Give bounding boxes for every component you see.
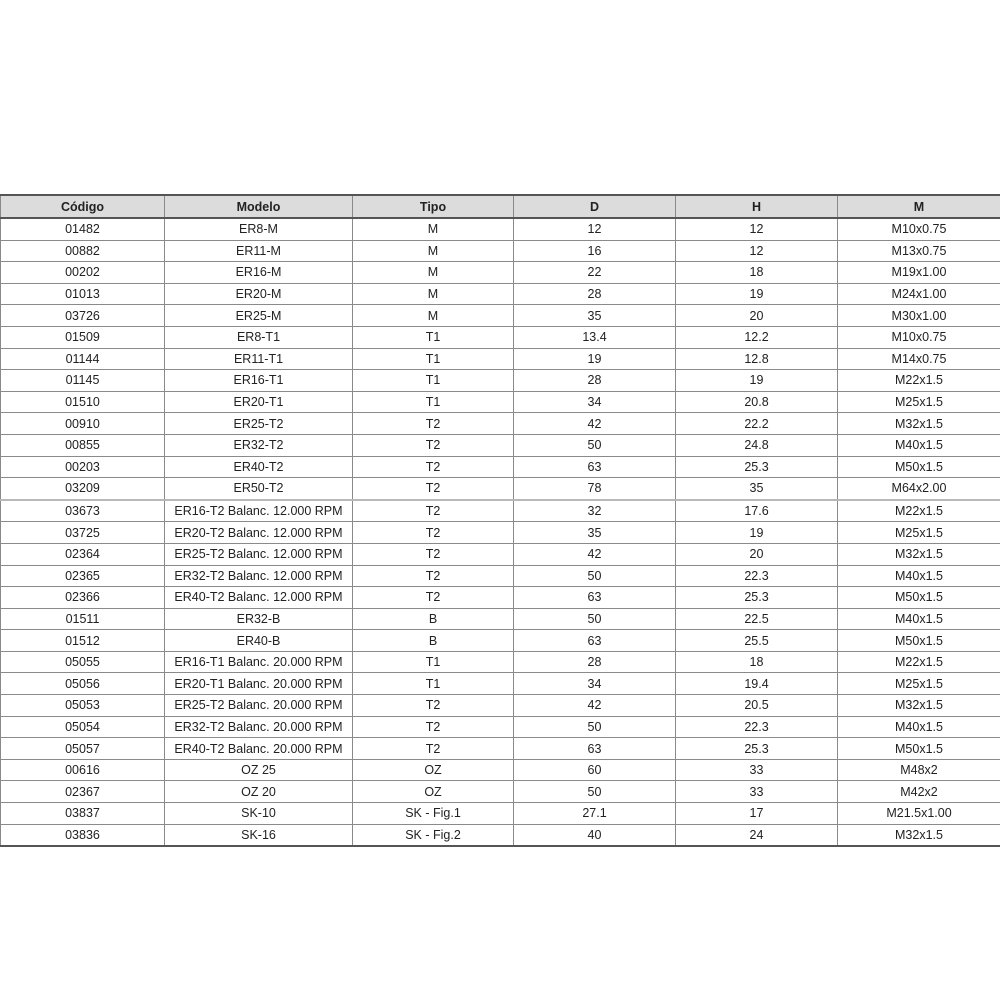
cell-m: M10x0.75 — [838, 218, 1000, 240]
cell-h: 12.8 — [676, 348, 838, 370]
table-row — [1, 391, 1000, 413]
table-row — [1, 262, 1000, 284]
cell-modelo: ER50-T2 — [165, 478, 353, 500]
table-row — [1, 543, 1000, 565]
cell-modelo: ER32-T2 Balanc. 20.000 RPM — [165, 716, 353, 738]
cell-m: M50x1.5 — [838, 456, 1000, 478]
cell-h: 22.3 — [676, 716, 838, 738]
table-row — [1, 305, 1000, 327]
cell-m: M48x2 — [838, 759, 1000, 781]
table-row — [1, 803, 1000, 825]
cell-m: M24x1.00 — [838, 283, 1000, 305]
cell-m: M19x1.00 — [838, 262, 1000, 284]
cell-m: M30x1.00 — [838, 305, 1000, 327]
table-row — [1, 240, 1000, 262]
spec-table — [0, 194, 1000, 847]
cell-d: 34 — [514, 673, 676, 695]
cell-tipo: T2 — [353, 738, 514, 760]
cell-codigo: 01145 — [1, 370, 165, 392]
cell-modelo: OZ 20 — [165, 781, 353, 803]
cell-m: M22x1.5 — [838, 500, 1000, 522]
cell-codigo: 01144 — [1, 348, 165, 370]
cell-modelo: SK-16 — [165, 824, 353, 846]
cell-m: M25x1.5 — [838, 391, 1000, 413]
table-row — [1, 651, 1000, 673]
cell-h: 20 — [676, 543, 838, 565]
cell-codigo: 03209 — [1, 478, 165, 500]
cell-tipo: T2 — [353, 695, 514, 717]
column-header-modelo: Modelo — [165, 195, 353, 218]
cell-modelo: ER20-T1 Balanc. 20.000 RPM — [165, 673, 353, 695]
cell-tipo: T2 — [353, 716, 514, 738]
cell-d: 42 — [514, 543, 676, 565]
table-row — [1, 370, 1000, 392]
cell-h: 33 — [676, 781, 838, 803]
column-header-m: M — [838, 195, 1000, 218]
cell-codigo: 01511 — [1, 608, 165, 630]
table-row — [1, 565, 1000, 587]
cell-codigo: 05054 — [1, 716, 165, 738]
cell-codigo: 02365 — [1, 565, 165, 587]
cell-d: 22 — [514, 262, 676, 284]
cell-modelo: OZ 25 — [165, 759, 353, 781]
cell-tipo: M — [353, 218, 514, 240]
cell-codigo: 05055 — [1, 651, 165, 673]
cell-h: 12.2 — [676, 326, 838, 348]
cell-d: 35 — [514, 522, 676, 544]
cell-h: 25.5 — [676, 630, 838, 652]
cell-tipo: T1 — [353, 651, 514, 673]
cell-codigo: 00616 — [1, 759, 165, 781]
table-row — [1, 608, 1000, 630]
cell-m: M14x0.75 — [838, 348, 1000, 370]
cell-modelo: ER11-M — [165, 240, 353, 262]
cell-modelo: ER40-T2 Balanc. 12.000 RPM — [165, 587, 353, 609]
cell-tipo: SK - Fig.1 — [353, 803, 514, 825]
cell-tipo: B — [353, 608, 514, 630]
cell-modelo: ER20-T1 — [165, 391, 353, 413]
cell-codigo: 01013 — [1, 283, 165, 305]
cell-m: M64x2.00 — [838, 478, 1000, 500]
cell-codigo: 01509 — [1, 326, 165, 348]
cell-m: M22x1.5 — [838, 651, 1000, 673]
cell-m: M50x1.5 — [838, 738, 1000, 760]
cell-modelo: ER32-T2 Balanc. 12.000 RPM — [165, 565, 353, 587]
header-row — [1, 195, 1000, 218]
cell-m: M32x1.5 — [838, 695, 1000, 717]
cell-tipo: T2 — [353, 500, 514, 522]
cell-codigo: 00910 — [1, 413, 165, 435]
cell-d: 19 — [514, 348, 676, 370]
cell-m: M40x1.5 — [838, 716, 1000, 738]
cell-modelo: ER25-M — [165, 305, 353, 327]
cell-modelo: ER16-T2 Balanc. 12.000 RPM — [165, 500, 353, 522]
cell-codigo: 02367 — [1, 781, 165, 803]
cell-modelo: ER40-T2 Balanc. 20.000 RPM — [165, 738, 353, 760]
cell-codigo: 00202 — [1, 262, 165, 284]
cell-codigo: 02366 — [1, 587, 165, 609]
cell-h: 35 — [676, 478, 838, 500]
cell-modelo: ER40-B — [165, 630, 353, 652]
table-row — [1, 759, 1000, 781]
cell-tipo: T2 — [353, 565, 514, 587]
cell-d: 50 — [514, 781, 676, 803]
cell-h: 12 — [676, 218, 838, 240]
cell-modelo: ER8-T1 — [165, 326, 353, 348]
cell-h: 19 — [676, 370, 838, 392]
cell-m: M50x1.5 — [838, 630, 1000, 652]
cell-codigo: 00203 — [1, 456, 165, 478]
cell-h: 19 — [676, 522, 838, 544]
cell-m: M42x2 — [838, 781, 1000, 803]
cell-codigo: 03837 — [1, 803, 165, 825]
table-body — [1, 218, 1000, 846]
cell-d: 78 — [514, 478, 676, 500]
table-row — [1, 348, 1000, 370]
table-header — [1, 195, 1000, 218]
cell-d: 40 — [514, 824, 676, 846]
cell-tipo: OZ — [353, 781, 514, 803]
cell-d: 63 — [514, 587, 676, 609]
cell-d: 16 — [514, 240, 676, 262]
column-header-h: H — [676, 195, 838, 218]
cell-modelo: ER16-M — [165, 262, 353, 284]
cell-codigo: 01482 — [1, 218, 165, 240]
table-row — [1, 587, 1000, 609]
cell-tipo: T2 — [353, 587, 514, 609]
table-row — [1, 434, 1000, 456]
cell-tipo: SK - Fig.2 — [353, 824, 514, 846]
cell-codigo: 01510 — [1, 391, 165, 413]
table-row — [1, 738, 1000, 760]
cell-d: 28 — [514, 651, 676, 673]
cell-modelo: ER16-T1 Balanc. 20.000 RPM — [165, 651, 353, 673]
cell-tipo: T2 — [353, 434, 514, 456]
column-header-d: D — [514, 195, 676, 218]
cell-d: 27.1 — [514, 803, 676, 825]
cell-m: M25x1.5 — [838, 522, 1000, 544]
cell-h: 19 — [676, 283, 838, 305]
cell-tipo: M — [353, 305, 514, 327]
cell-codigo: 00882 — [1, 240, 165, 262]
cell-d: 50 — [514, 608, 676, 630]
cell-tipo: T2 — [353, 413, 514, 435]
cell-d: 63 — [514, 738, 676, 760]
cell-d: 12 — [514, 218, 676, 240]
cell-modelo: ER32-T2 — [165, 434, 353, 456]
cell-h: 22.5 — [676, 608, 838, 630]
cell-d: 28 — [514, 283, 676, 305]
cell-codigo: 03836 — [1, 824, 165, 846]
cell-h: 17.6 — [676, 500, 838, 522]
cell-h: 24.8 — [676, 434, 838, 456]
cell-d: 34 — [514, 391, 676, 413]
cell-h: 25.3 — [676, 738, 838, 760]
cell-d: 63 — [514, 456, 676, 478]
cell-modelo: ER25-T2 Balanc. 12.000 RPM — [165, 543, 353, 565]
cell-m: M32x1.5 — [838, 543, 1000, 565]
cell-tipo: T2 — [353, 478, 514, 500]
cell-h: 25.3 — [676, 456, 838, 478]
cell-h: 20.8 — [676, 391, 838, 413]
cell-h: 20 — [676, 305, 838, 327]
table-row — [1, 781, 1000, 803]
cell-tipo: M — [353, 283, 514, 305]
table-row — [1, 456, 1000, 478]
table-row — [1, 522, 1000, 544]
cell-h: 25.3 — [676, 587, 838, 609]
cell-tipo: M — [353, 240, 514, 262]
cell-d: 28 — [514, 370, 676, 392]
cell-tipo: OZ — [353, 759, 514, 781]
cell-d: 50 — [514, 565, 676, 587]
cell-tipo: T1 — [353, 391, 514, 413]
cell-tipo: M — [353, 262, 514, 284]
cell-m: M50x1.5 — [838, 587, 1000, 609]
table-row — [1, 824, 1000, 846]
cell-codigo: 00855 — [1, 434, 165, 456]
cell-codigo: 05057 — [1, 738, 165, 760]
cell-codigo: 02364 — [1, 543, 165, 565]
cell-d: 50 — [514, 434, 676, 456]
cell-m: M40x1.5 — [838, 608, 1000, 630]
table-row — [1, 716, 1000, 738]
table-row — [1, 630, 1000, 652]
cell-modelo: ER32-B — [165, 608, 353, 630]
cell-h: 22.2 — [676, 413, 838, 435]
cell-modelo: ER25-T2 Balanc. 20.000 RPM — [165, 695, 353, 717]
cell-m: M22x1.5 — [838, 370, 1000, 392]
cell-modelo: ER20-M — [165, 283, 353, 305]
cell-tipo: T2 — [353, 522, 514, 544]
cell-modelo: ER16-T1 — [165, 370, 353, 392]
cell-d: 42 — [514, 695, 676, 717]
cell-m: M32x1.5 — [838, 824, 1000, 846]
table-row — [1, 478, 1000, 500]
cell-m: M10x0.75 — [838, 326, 1000, 348]
cell-d: 60 — [514, 759, 676, 781]
cell-tipo: B — [353, 630, 514, 652]
cell-codigo: 05053 — [1, 695, 165, 717]
cell-codigo: 05056 — [1, 673, 165, 695]
cell-tipo: T1 — [353, 348, 514, 370]
cell-modelo: ER8-M — [165, 218, 353, 240]
cell-d: 35 — [514, 305, 676, 327]
cell-tipo: T1 — [353, 326, 514, 348]
cell-h: 17 — [676, 803, 838, 825]
cell-d: 50 — [514, 716, 676, 738]
table-row — [1, 695, 1000, 717]
cell-m: M21.5x1.00 — [838, 803, 1000, 825]
cell-h: 18 — [676, 262, 838, 284]
table-row — [1, 500, 1000, 522]
cell-h: 19.4 — [676, 673, 838, 695]
cell-d: 32 — [514, 500, 676, 522]
cell-tipo: T1 — [353, 673, 514, 695]
cell-h: 12 — [676, 240, 838, 262]
column-header-tipo: Tipo — [353, 195, 514, 218]
column-header-codigo: Código — [1, 195, 165, 218]
table-row — [1, 218, 1000, 240]
table-row — [1, 283, 1000, 305]
cell-codigo: 01512 — [1, 630, 165, 652]
table-row — [1, 673, 1000, 695]
cell-d: 13.4 — [514, 326, 676, 348]
cell-tipo: T2 — [353, 456, 514, 478]
cell-m: M25x1.5 — [838, 673, 1000, 695]
cell-tipo: T2 — [353, 543, 514, 565]
cell-modelo: ER25-T2 — [165, 413, 353, 435]
cell-m: M40x1.5 — [838, 434, 1000, 456]
cell-m: M40x1.5 — [838, 565, 1000, 587]
cell-codigo: 03725 — [1, 522, 165, 544]
cell-h: 18 — [676, 651, 838, 673]
cell-m: M13x0.75 — [838, 240, 1000, 262]
cell-modelo: ER40-T2 — [165, 456, 353, 478]
cell-d: 42 — [514, 413, 676, 435]
cell-d: 63 — [514, 630, 676, 652]
table-row — [1, 326, 1000, 348]
cell-tipo: T1 — [353, 370, 514, 392]
cell-m: M32x1.5 — [838, 413, 1000, 435]
cell-codigo: 03673 — [1, 500, 165, 522]
cell-h: 24 — [676, 824, 838, 846]
cell-modelo: ER11-T1 — [165, 348, 353, 370]
cell-h: 22.3 — [676, 565, 838, 587]
cell-modelo: ER20-T2 Balanc. 12.000 RPM — [165, 522, 353, 544]
cell-modelo: SK-10 — [165, 803, 353, 825]
cell-h: 20.5 — [676, 695, 838, 717]
table-row — [1, 413, 1000, 435]
cell-h: 33 — [676, 759, 838, 781]
cell-codigo: 03726 — [1, 305, 165, 327]
